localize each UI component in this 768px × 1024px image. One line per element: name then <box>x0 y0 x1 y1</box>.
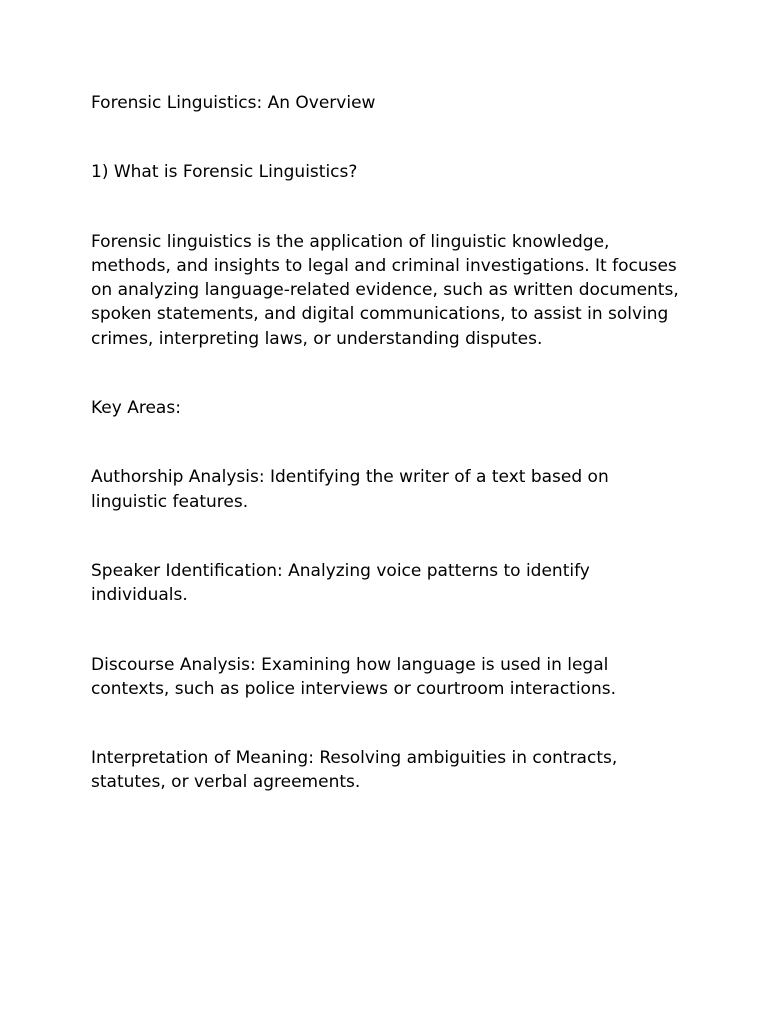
section-heading: 1) What is Forensic Linguistics? <box>91 162 358 183</box>
intro-paragraph: Forensic linguistics is the application of linguistic knowledge, methods, and insights to legal and criminal investigations. It focuses on analyzing language-related evidence, such as written documents, spoken statements, and digital communications, to assist in solving crimes, interpreting laws, or understanding disputes. <box>91 231 679 349</box>
document-body <box>91 91 681 795</box>
key-areas-label: Key Areas: <box>91 398 181 419</box>
key-area-item: Interpretation of Meaning: Resolving ambiguities in contracts, statutes, or verbal agreements. <box>91 748 618 793</box>
document-title: Forensic Linguistics: An Overview <box>91 93 376 113</box>
key-area-item: Authorship Analysis: Identifying the writer of a text based on linguistic features. <box>91 467 609 512</box>
key-area-item: Speaker Identification: Analyzing voice patterns to identify individuals. <box>91 560 590 606</box>
key-area-item: Discourse Analysis: Examining how language is used in legal contexts, such as police interviews or courtroom interactions. <box>91 654 616 699</box>
